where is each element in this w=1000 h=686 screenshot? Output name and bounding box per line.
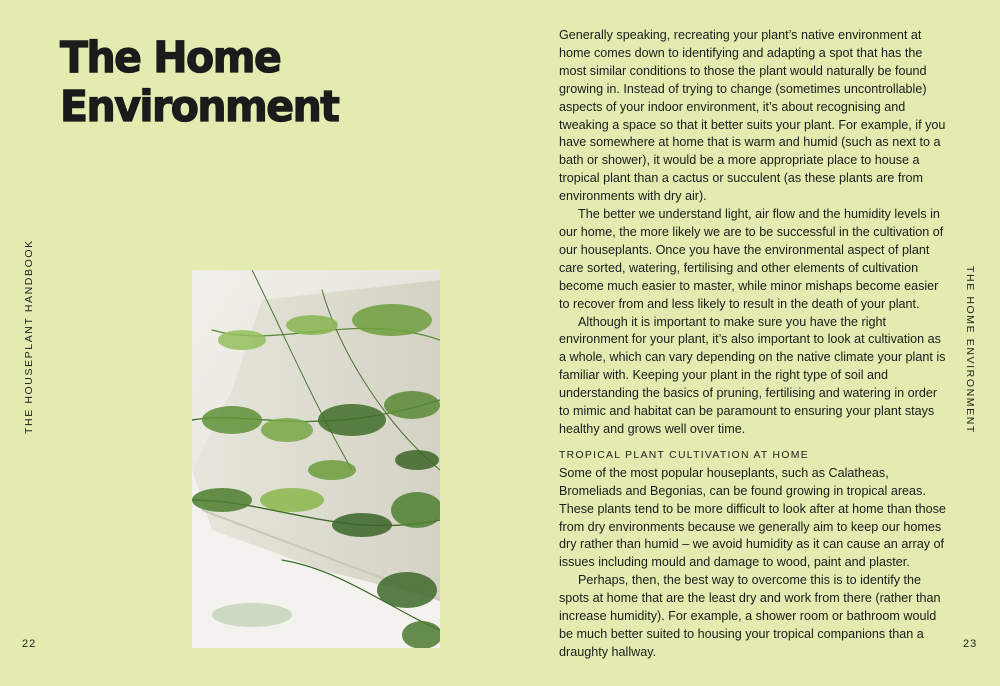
- running-head-right: THE HOME ENVIRONMENT: [964, 266, 976, 434]
- section-paragraph-2: Perhaps, then, the best way to overcome this is to identify the spots at home that are the least dry and work from there (rather than increase humidity). For example, a shower room or bathroom would be much better suited to housing your tropical companions than a draughty hallway.: [559, 573, 941, 659]
- page-title: [60, 33, 338, 132]
- page-number-left: 22: [22, 638, 37, 650]
- section-subheading: TROPICAL PLANT CULTIVATION AT HOME: [559, 449, 809, 461]
- paragraph-3: Although it is important to make sure you have the right environment for your plant, it’s also important to look at cultivation as a whole, which can vary depending on the native climate your plant is familiar with. Keeping your plant in the right type of soil and understanding the basics of pruning, fertilising and watering in order to mimic and habitat can be paramount to ensuring your plant stays healthy and grows well over time.: [559, 314, 946, 436]
- running-head-left: THE HOUSEPLANT HANDBOOK: [23, 239, 35, 434]
- paragraph-2: The better we understand light, air flow and the humidity levels in our home, the more likely we are to be successful in the cultivation of our houseplants. Once you have the environmental aspect of plant care sorted, watering, fertilising and other elements of cultivation become much easier to master, while minor mishaps become easier to recover from and less likely to result in the death of your plant.: [559, 207, 944, 311]
- section-paragraph-1: Some of the most popular houseplants, such as Calatheas, Bromeliads and Begonias, can be found growing in tropical areas. These plants tend to be more difficult to look after at home than those from dry environments because we generally aim to keep our homes dry rather than humid – we avoid humidity as it can cause an array of issues including mould and damage to wood, paint and plaster.: [559, 465, 946, 570]
- plant-photo: [192, 270, 440, 648]
- body-text: [559, 27, 949, 662]
- photo-image-icon: [192, 270, 440, 648]
- title-line-2: Environment: [60, 81, 339, 132]
- page-number-right: 23: [963, 638, 978, 650]
- paragraph-1: Generally speaking, recreating your plant’s native environment at home comes down to identifying and adapting a spot that has the most similar conditions to those the plant would naturally be found growing in. Instead of trying to change (sometimes uncontrollable) aspects of your indoor environment, it’s about recognising and tweaking a space so that it better suits your plant. For example, if you have somewhere at home that is warm and humid (such as next to a bath or shower), it would be a more appropriate place to house a tropical plant than a cactus or succulent (as these plants are from environments with dry air).: [559, 28, 946, 204]
- title-line-1: The Home: [60, 31, 281, 83]
